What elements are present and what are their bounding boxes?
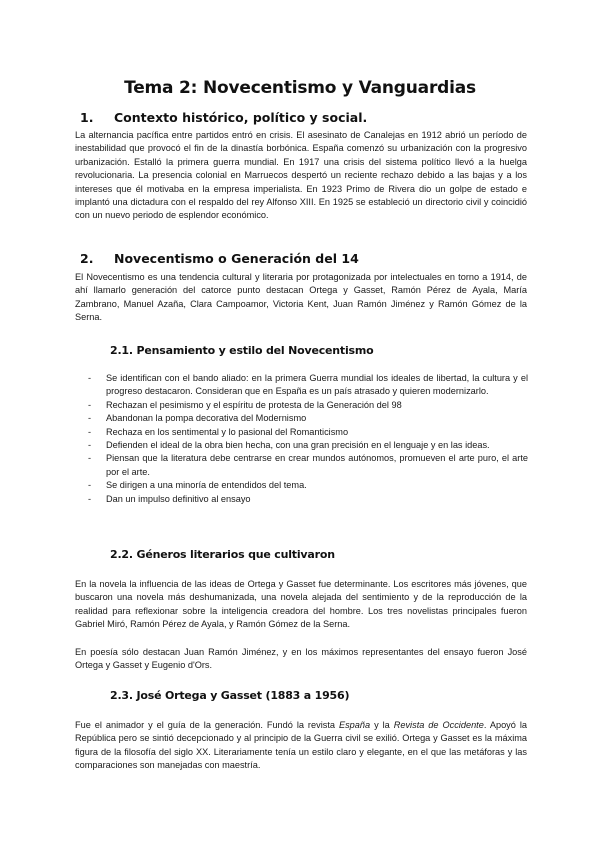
ortega-biography-text: Fue el animador y el guía de la generación. Fundó la revista España y la Revista de Occidente. Apoyó la República pero se sintió decepcionado y al principio de la Guerra civil se exilió. Ortega y Gasset es la máxima figura de la filosofía del siglo XX. Literariamente tenía un estilo claro y elegante, en el que las metáforas y las comparaciones son manejadas con maestría. (75, 720, 527, 771)
section-1-title: Contexto histórico, político y social. (114, 110, 368, 125)
subsection-2-2-paragraph-2 (75, 646, 527, 673)
section-1-number: 1. (80, 110, 94, 125)
subsection-2-1-heading: 2.1. Pensamiento y estilo del Novecentismo (110, 344, 374, 357)
novecentismo-traits-list (88, 372, 528, 506)
list-item: - Rechaza en los sentimental y lo pasional del Romanticismo (88, 426, 349, 437)
subsection-2-2-paragraph-1 (75, 578, 527, 632)
list-item: - Piensan que la literatura debe centrarse en crear mundos autónomos, promueven el arte puro, el arte por el arte. (88, 453, 528, 477)
section-2-title: Novecentismo o Generación del 14 (114, 251, 359, 266)
list-item: - Rechazan el pesimismo y el espíritu de protesta de la Generación del 98 (88, 399, 402, 410)
section-2-heading (80, 251, 359, 266)
genres-poetry-text: En poesía sólo destacan Juan Ramón Jiménez, y en los máximos representantes del ensayo fueron José Ortega y Gasset y Eugenio d'Ors. (75, 647, 527, 671)
section-2-number: 2. (80, 251, 94, 266)
section-1-text: La alternancia pacífica entre partidos entró en crisis. El asesinato de Canalejas en 1912 abrió un período de inestabilidad que provocó el fin de la dinastía borbónica. España comenzó su urbanización con la progresivo urbanización. Estalló la primera guerra mundial. En 1917 una crisis del sistema político llevó a la huelga revolucionaria. La presencia colonial en Marruecos despertó un reciente rechazo debido a las bajas y a los intereses que él motivaba en la empresa imperialista. En 1923 Primo de Rivera dio un golpe de estado e implantó una dictadura con el respaldo del rey Alfonso XIII. En 1925 se estableció un directorio civil y coincidió con un nuevo periodo de esplendor económico. (75, 130, 527, 221)
section-2-paragraph (75, 271, 527, 325)
section-1-paragraph (75, 129, 527, 223)
document-title: Tema 2: Novecentismo y Vanguardias (124, 78, 476, 98)
list-item: - Se identifican con el bando aliado: en la primera Guerra mundial los ideales de libertad, la cultura y el progreso destacaron. Consideran que en España es un país atrasado y quieren modernizarlo. (88, 373, 528, 397)
genres-novel-text: En la novela la influencia de las ideas de Ortega y Gasset fue determinante. Los escritores más jóvenes, que buscaron una novela más deshumanizada, una novela alejada del sentimiento y de la reproducción de la realidad para reflexionar sobre la inteligencia creadora del hombre. Los tres novelistas principales fueron Gabriel Miró, Ramón Pérez de Ayala, y Ramón Gómez de la Serna. (75, 579, 527, 630)
list-item: - Dan un impulso definitivo al ensayo (88, 493, 251, 504)
list-item: - Se dirigen a una minoría de entendidos del tema. (88, 480, 307, 491)
journal-espana: España (338, 720, 371, 730)
list-item: - Abandonan la pompa decorativa del Modernismo (88, 413, 307, 424)
journal-revista-de-occidente: Revista de Occidente (393, 720, 484, 730)
section-1-heading (80, 110, 367, 125)
list-item: - Defienden el ideal de la obra bien hecha, con una gran precisión en el lenguaje y en las ideas. (88, 440, 490, 451)
subsection-2-2-heading: 2.2. Géneros literarios que cultivaron (110, 548, 335, 561)
section-2-text: El Novecentismo es una tendencia cultural y literaria por protagonizada por intelectuales en torno a 1914, de ahí llamarlo generación del catorce punto destacan Ortega y Gasset, Ramón Pérez de Ayala, María Zambrano, Manuel Azaña, Clara Campoamor, Victoria Kent, Juan Ramón Jiménez y Ramón Gómez de la Serna. (75, 272, 527, 323)
subsection-2-3-heading: 2.3. José Ortega y Gasset (1883 a 1956) (110, 689, 350, 702)
subsection-2-3-paragraph (75, 719, 527, 773)
